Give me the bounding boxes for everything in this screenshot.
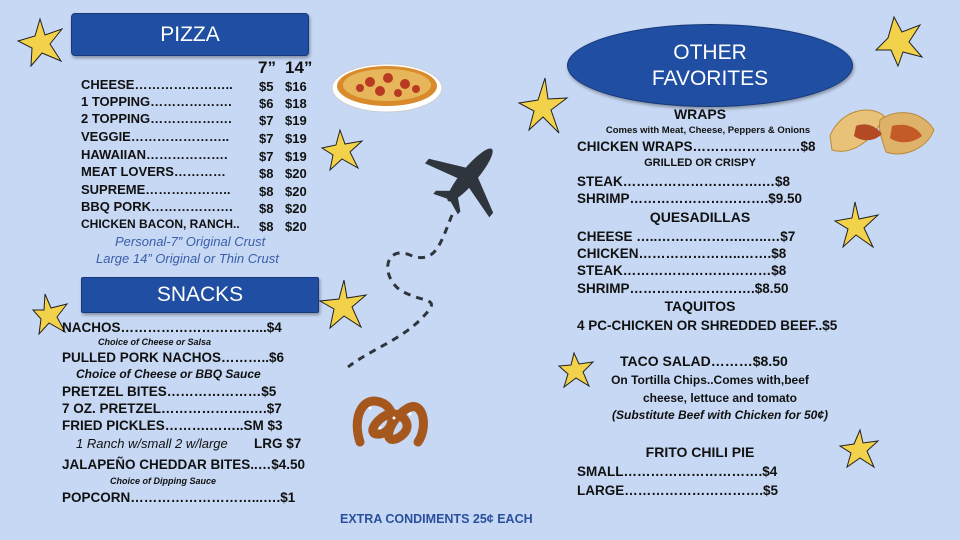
- snack-note: Choice of Cheese or BBQ Sauce: [76, 367, 261, 381]
- taco-salad-note: (Substitute Beef with Chicken for 50¢): [611, 408, 829, 422]
- pizza-item-name: MEAT LOVERS…………: [81, 164, 226, 179]
- pizza-item-name: SUPREME………………..: [81, 182, 231, 197]
- other-title-line1: OTHER: [673, 40, 747, 64]
- snack-note: Choice of Cheese or Salsa: [98, 337, 212, 347]
- pizza-price-7: $7: [259, 149, 274, 164]
- snack-item: PRETZEL BITES…………………$5: [62, 384, 277, 399]
- pizza-price-7: $6: [259, 96, 274, 111]
- pizza-price-14: $16: [285, 79, 307, 94]
- frito-title: FRITO CHILI PIE: [645, 444, 755, 460]
- other-item: STEAK………………………….…$8: [577, 174, 791, 189]
- pizza-price-14: $20: [285, 201, 307, 216]
- snack-item: 7 OZ. PRETZEL………………..….$7: [62, 401, 282, 416]
- star-icon: [17, 17, 63, 67]
- pizza-note-large: Large 14” Original or Thin Crust: [96, 251, 279, 266]
- pizza-price-14: $20: [285, 184, 307, 199]
- snack-item: PULLED PORK NACHOS………..$6: [62, 350, 285, 365]
- other-item: CHEESE …..………………..…..…$7: [577, 229, 796, 244]
- snacks-title: SNACKS: [156, 283, 244, 306]
- snack-item: FRIED PICKLES……….……..SM $3: [62, 418, 283, 433]
- pizza-item-name: VEGGIE…………………..: [81, 129, 230, 144]
- pizza-price-7: $7: [259, 113, 274, 128]
- wrap-image: [826, 100, 938, 162]
- snack-item-price: LRG $7: [254, 436, 302, 451]
- pizza-image: [330, 58, 444, 114]
- pretzel-image: [350, 388, 428, 450]
- other-item: LARGE………………………….$5: [577, 483, 779, 498]
- taco-salad-note: cheese, lettuce and tomato: [642, 391, 798, 405]
- pizza-header: [71, 13, 309, 56]
- pizza-note-personal: Personal-7” Original Crust: [115, 234, 266, 249]
- pizza-price-14: $19: [285, 149, 307, 164]
- footer-note: EXTRA CONDIMENTS 25¢ EACH: [340, 512, 533, 526]
- grilled-note: GRILLED OR CRISPY: [644, 157, 756, 169]
- other-item: SMALL………………………….$4: [577, 464, 778, 479]
- star-icon: [517, 76, 569, 136]
- other-favorites-header: [567, 24, 853, 107]
- pizza-price-14: $19: [285, 131, 307, 146]
- pizza-item-name: BBQ PORK……………….: [81, 199, 233, 214]
- pizza-title: PIZZA: [160, 22, 220, 46]
- star-icon: [838, 428, 880, 470]
- snack-item: JALAPEÑO CHEDDAR BITES..…$4.50: [62, 457, 306, 472]
- airplane-icon: [340, 135, 520, 375]
- size-small-header: 7”: [258, 58, 276, 77]
- pizza-price-7: $7: [259, 131, 274, 146]
- pizza-item-name: HAWAIIAN……………….: [81, 147, 228, 162]
- pizza-price-14: $20: [285, 219, 307, 234]
- snack-note: 1 Ranch w/small 2 w/large: [76, 436, 228, 451]
- snack-item: NACHOS…………………………...$4: [62, 320, 282, 335]
- other-item: STEAK……………………………$8: [577, 263, 787, 278]
- pizza-price-7: $8: [259, 166, 274, 181]
- other-item: CHICKEN WRAPS……………………$8: [577, 139, 816, 154]
- pizza-item-name: CHICKEN BACON, RANCH..: [81, 217, 240, 231]
- taco-salad-note: On Tortilla Chips..Comes with,beef: [611, 373, 809, 387]
- wraps-title: WRAPS: [673, 106, 727, 122]
- other-title-line2: FAVORITES: [651, 66, 769, 90]
- snack-item: POPCORN………………………...….$1: [62, 490, 296, 505]
- other-item: SHRIMP……………………….$8.50: [577, 281, 789, 296]
- pizza-item-name: 2 TOPPING……………….: [81, 111, 232, 126]
- other-item: CHICKEN…………………..…….$8: [577, 246, 787, 261]
- star-icon: [874, 15, 924, 67]
- star-icon: [833, 200, 881, 250]
- pizza-price-14: $20: [285, 166, 307, 181]
- size-large-header: 14”: [285, 58, 313, 77]
- other-item: 4 PC-CHICKEN OR SHREDDED BEEF..$5: [577, 318, 838, 333]
- taco-salad-title: TACO SALAD………$8.50: [620, 353, 788, 369]
- taquitos-title: TAQUITOS: [664, 298, 736, 314]
- quesadillas-title: QUESADILLAS: [649, 209, 751, 225]
- pizza-price-14: $18: [285, 96, 307, 111]
- pizza-price-7: $8: [259, 201, 274, 216]
- pizza-price-7: $8: [259, 184, 274, 199]
- pizza-item-name: 1 TOPPING……………….: [81, 94, 232, 109]
- pizza-price-7: $5: [259, 79, 274, 94]
- pizza-item-name: CHEESE…………………..: [81, 77, 233, 92]
- pizza-price-7: $8: [259, 219, 274, 234]
- snack-note: Choice of Dipping Sauce: [110, 476, 217, 486]
- other-item: SHRIMP………………………….$9.50: [577, 191, 803, 206]
- wraps-note: Comes with Meat, Cheese, Peppers & Onions: [605, 125, 811, 136]
- snacks-header: [81, 277, 319, 313]
- pizza-price-14: $19: [285, 113, 307, 128]
